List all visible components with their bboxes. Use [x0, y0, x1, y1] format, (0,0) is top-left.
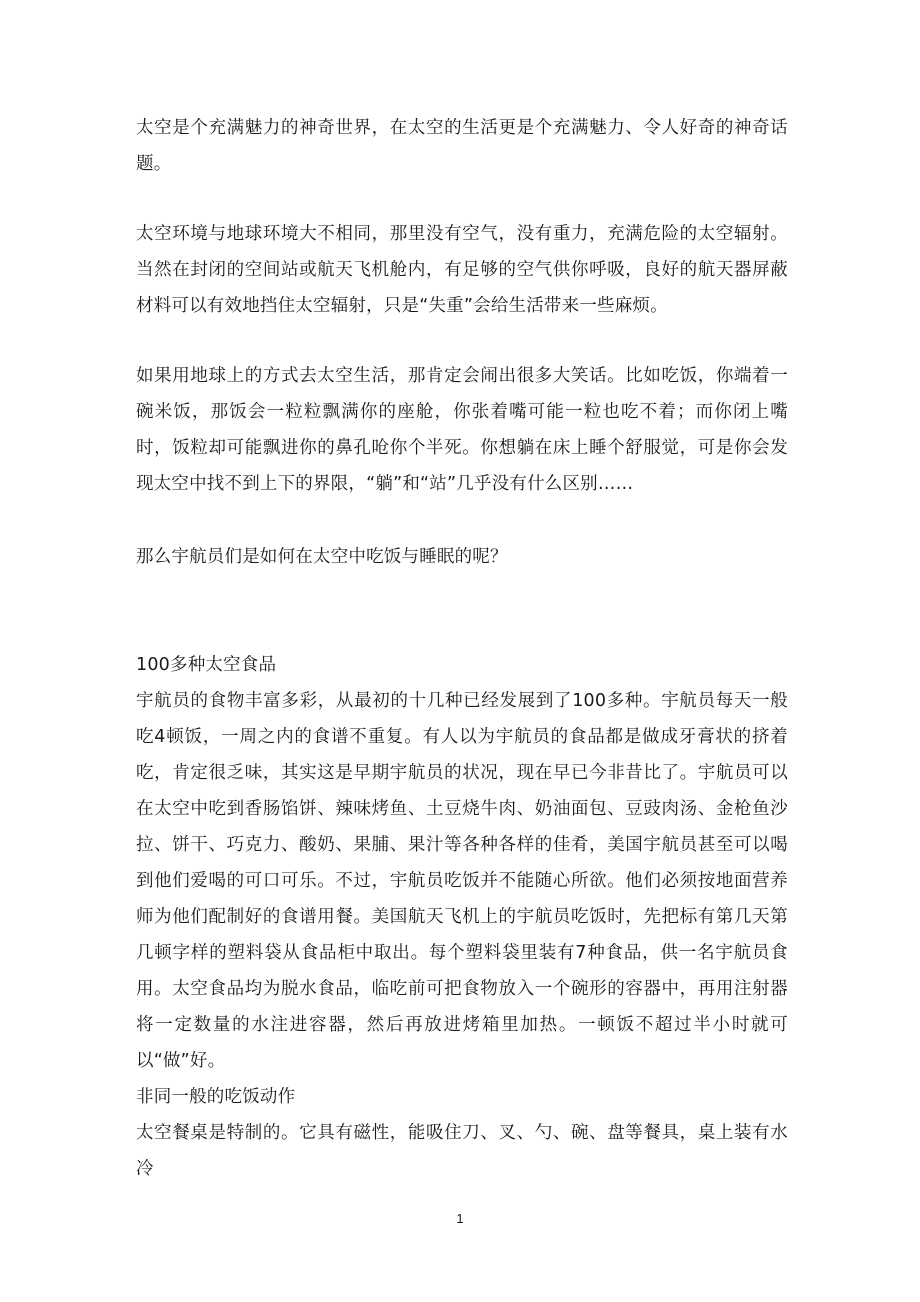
intro-paragraph: 太空是个充满魅力的神奇世界，在太空的生活更是个充满魅力、令人好奇的神奇话题。 [136, 118, 788, 174]
space-table-paragraph: 太空餐桌是特制的。它具有磁性，能吸住刀、叉、勺、碗、盘等餐具，桌上装有水冷 [136, 1123, 788, 1179]
section-heading-eating: 非同一般的吃饭动作 [136, 1087, 296, 1107]
space-food-paragraph: 宇航员的食物丰富多彩，从最初的十几种已经发展到了100多种。宇航员每天一般吃4顿饭，一周之内的食谱不重复。有人以为宇航员的食品都是做成牙膏状的挤着吃，肯定很乏味，其实这是早期宇航员的状况，现在早已今非昔比了。宇航员可以在太空中吃到香肠馅饼、辣味烤鱼、土豆烧牛肉、奶油面包、豆豉肉汤、金枪鱼沙拉、饼干、巧克力、酸奶、果脯、果汁等各种各样的佳肴，美国宇航员甚至可以喝到他们爱喝的可口可乐。不过，宇航员吃饭并不能随心所欲。他们必须按地面营养师为他们配制好的食谱用餐。美国航天飞机上的宇航员吃饭时，先把标有第几天第几顿字样的塑料袋从食品柜中取出。每个塑料袋里装有7种食品，供一名宇航员食用。太空食品均为脱水食品，临吃前可把食物放入一个碗形的容器中，再用注射器将一定数量的水注进容器，然后再放进烤箱里加热。一顿饭不超过半小时就可以“做”好。 [136, 691, 788, 1071]
question-paragraph: 那么宇航员们是如何在太空中吃饭与睡眠的呢？ [136, 547, 508, 567]
page-number: 1 [456, 1211, 464, 1226]
earth-lifestyle-paragraph: 如果用地球上的方式去太空生活，那肯定会闹出很多大笑话。比如吃饭，你端着一碗米饭，那饭会一粒粒飘满你的座舱，你张着嘴可能一粒也吃不着；而你闭上嘴时，饭粒却可能飘进你的鼻孔呛你个半死。你想躺在床上睡个舒服觉，可是你会发现太空中找不到上下的界限，“躺”和“站”几乎没有什么区别…… [136, 366, 788, 494]
environment-paragraph: 太空环境与地球环境大不相同，那里没有空气，没有重力，充满危险的太空辐射。当然在封闭的空间站或航天飞机舱内，有足够的空气供你呼吸，良好的航天器屏蔽材料可以有效地挡住太空辐射，只是“失重”会给生活带来一些麻烦。 [136, 224, 788, 316]
section-heading-space-food: 100多种太空食品 [136, 655, 277, 675]
